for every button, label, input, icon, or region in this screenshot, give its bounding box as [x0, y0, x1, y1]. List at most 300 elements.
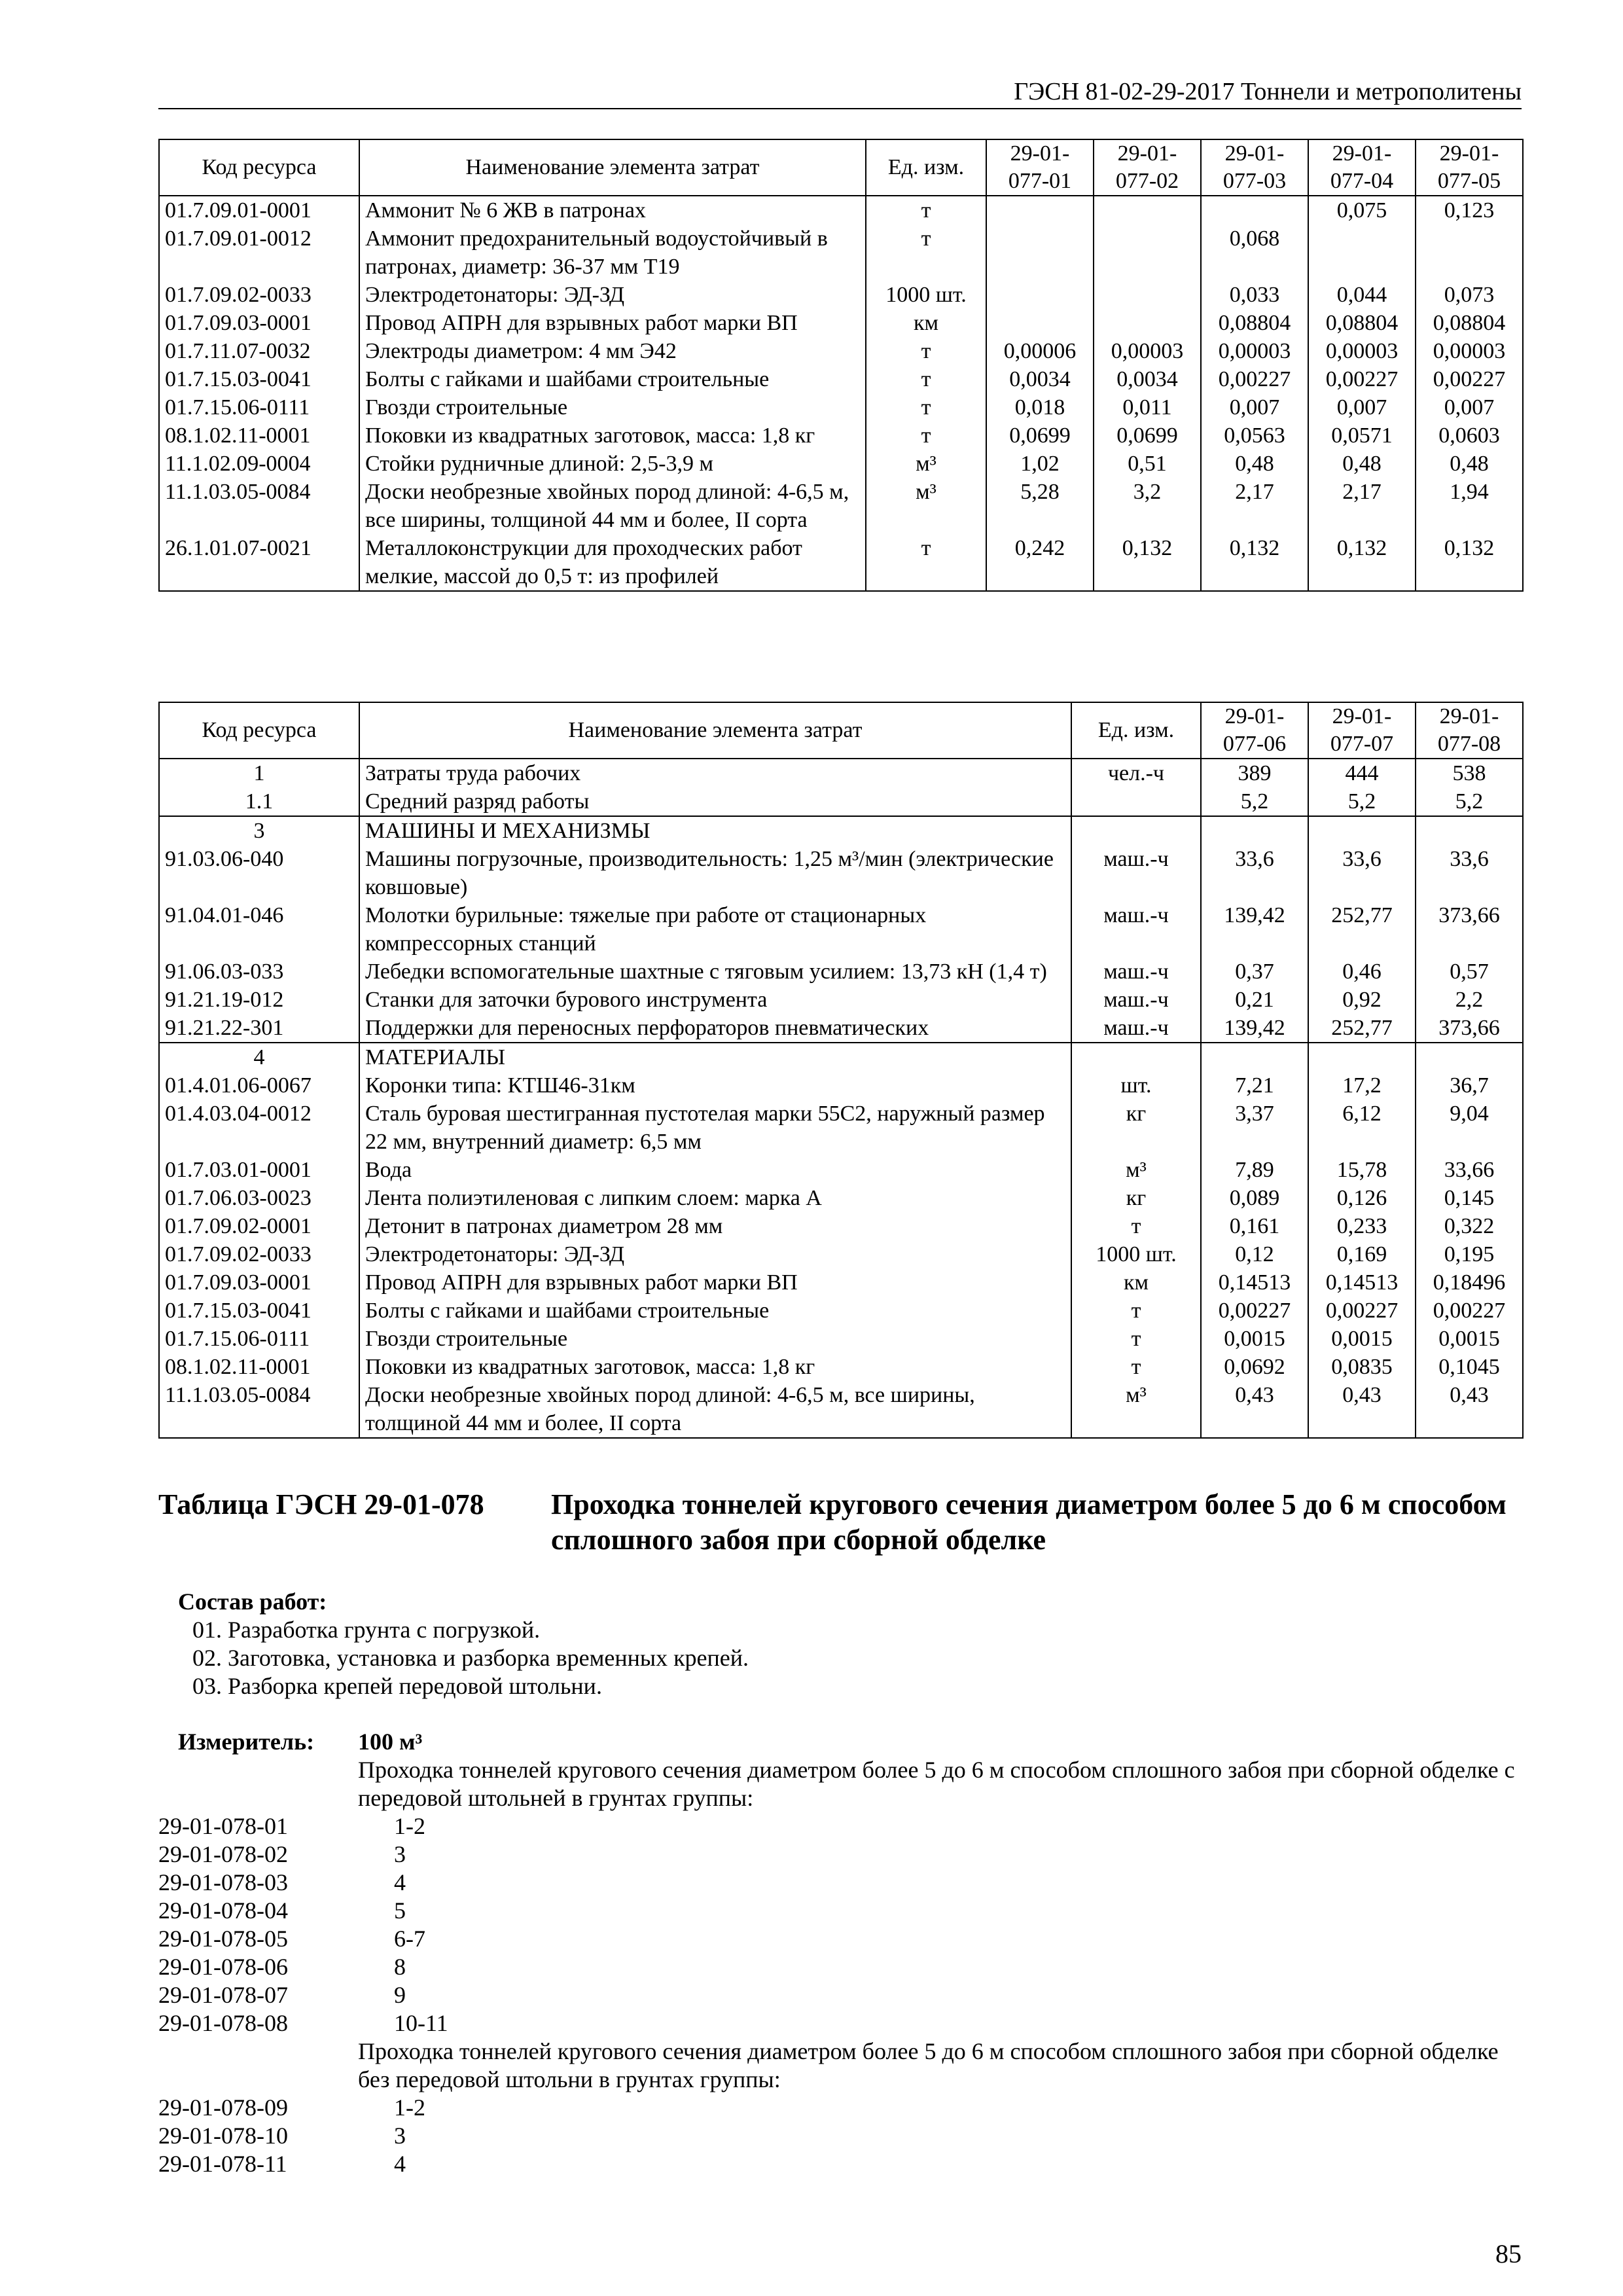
column-header: 29-01- 077-02	[1094, 139, 1201, 196]
norm-row	[158, 1981, 1522, 2009]
table-row	[159, 845, 1523, 901]
works-title: Состав работ:	[178, 1588, 327, 1615]
value-cell: 0,007	[1308, 393, 1416, 422]
norm-row	[158, 1869, 1522, 1897]
value-cell: 139,42	[1201, 901, 1308, 958]
table-row	[159, 958, 1523, 986]
resource-name: Гвозди строительные	[359, 393, 866, 422]
value-cell: 0,0835	[1308, 1353, 1416, 1381]
value-cell	[1308, 1043, 1416, 1071]
soil-group: 6-7	[394, 1926, 425, 1952]
resource-code: 91.03.06-040	[159, 845, 359, 901]
resource-code: 01.7.03.01-0001	[159, 1156, 359, 1184]
resource-name: Станки для заточки бурового инструмента	[359, 986, 1071, 1014]
table-row	[159, 393, 1523, 422]
unit: 1000 шт.	[866, 281, 986, 309]
value-cell: 7,89	[1201, 1156, 1308, 1184]
value-cell: 389	[1201, 759, 1308, 787]
norm-code: 29-01-078-03	[158, 1869, 288, 1895]
table-row	[159, 901, 1523, 958]
value-cell: 0,0563	[1201, 422, 1308, 450]
resource-name: Электродетонаторы: ЭД-ЗД	[359, 1240, 1071, 1268]
unit	[1071, 787, 1201, 816]
value-cell: 0,0034	[1094, 365, 1201, 393]
resource-code: 08.1.02.11-0001	[159, 1353, 359, 1381]
resource-code: 1.1	[159, 787, 359, 816]
value-cell: 0,08804	[1416, 309, 1523, 337]
value-cell: 0,242	[986, 534, 1094, 591]
value-cell: 0,00003	[1308, 337, 1416, 365]
works-item: 02. Заготовка, установка и разборка временных крепей.	[192, 1645, 749, 1671]
value-cell: 139,42	[1201, 1014, 1308, 1043]
column-header: Ед. изм.	[866, 139, 986, 196]
value-cell	[1416, 1043, 1523, 1071]
value-cell: 2,2	[1416, 986, 1523, 1014]
resource-name: Электродетонаторы: ЭД-ЗД	[359, 281, 866, 309]
soil-group: 4	[394, 2151, 406, 2177]
resource-code: 01.7.09.02-0033	[159, 1240, 359, 1268]
value-cell: 36,7	[1416, 1071, 1523, 1100]
table-row	[159, 1381, 1523, 1438]
value-cell: 2,17	[1201, 478, 1308, 534]
value-cell	[1094, 309, 1201, 337]
resource-name: Поковки из квадратных заготовок, масса: 1,8 кг	[359, 1353, 1071, 1381]
section-row	[159, 816, 1523, 845]
resource-name: Аммонит предохранительный водоустойчивый в патронах, диаметр: 36-37 мм Т19	[359, 224, 866, 281]
resource-name: Электроды диаметром: 4 мм Э42	[359, 337, 866, 365]
page-number: 85	[1495, 2239, 1522, 2269]
value-cell: 0,00003	[1201, 337, 1308, 365]
resource-name: Детонит в патронах диаметром 28 мм	[359, 1212, 1071, 1240]
value-cell: 0,161	[1201, 1212, 1308, 1240]
section-row	[159, 1043, 1523, 1071]
unit: м³	[1071, 1381, 1201, 1438]
resource-table-077-01-05	[158, 139, 1524, 592]
resource-name: Доски необрезные хвойных пород длиной: 4-6,5 м, все ширины, толщиной 44 мм и более, II сорта	[359, 1381, 1071, 1438]
unit	[1071, 816, 1201, 845]
value-cell: 7,21	[1201, 1071, 1308, 1100]
value-cell: 0,14513	[1308, 1268, 1416, 1297]
value-cell: 0,0015	[1201, 1325, 1308, 1353]
column-header: Ед. изм.	[1071, 702, 1201, 759]
resource-code: 01.7.15.03-0041	[159, 365, 359, 393]
measure-row	[158, 1728, 1522, 1756]
value-cell: 0,51	[1094, 450, 1201, 478]
table-row	[159, 1268, 1523, 1297]
value-cell: 0,033	[1201, 281, 1308, 309]
norm-code: 29-01-078-08	[158, 2010, 288, 2036]
resource-name: Аммонит № 6 ЖВ в патронах	[359, 196, 866, 224]
value-cell: 0,044	[1308, 281, 1416, 309]
resource-code: 91.04.01-046	[159, 901, 359, 958]
soil-group: 8	[394, 1954, 406, 1980]
norm-code: 29-01-078-04	[158, 1897, 288, 1924]
norm-code: 29-01-078-09	[158, 2094, 288, 2121]
resource-name: Доски необрезные хвойных пород длиной: 4-6,5 м, все ширины, толщиной 44 мм и более, II сорта	[359, 478, 866, 534]
value-cell: 0,00003	[1416, 337, 1523, 365]
soil-group: 10-11	[394, 2010, 448, 2036]
resource-code: 01.4.03.04-0012	[159, 1100, 359, 1156]
unit: т	[1071, 1325, 1201, 1353]
table-body	[159, 196, 1523, 591]
value-cell	[1416, 816, 1523, 845]
unit: 1000 шт.	[1071, 1240, 1201, 1268]
value-cell: 5,2	[1201, 787, 1308, 816]
value-cell: 0,018	[986, 393, 1094, 422]
unit: кг	[1071, 1100, 1201, 1156]
norm-code: 29-01-078-07	[158, 1982, 288, 2008]
value-cell: 5,2	[1308, 787, 1416, 816]
table-header-row	[159, 702, 1523, 759]
resource-code: 01.7.09.02-0001	[159, 1212, 359, 1240]
resource-name: Болты с гайками и шайбами строительные	[359, 365, 866, 393]
value-cell: 0,00227	[1416, 365, 1523, 393]
resource-name: Провод АПРН для взрывных работ марки ВП	[359, 1268, 1071, 1297]
norm-row	[158, 1897, 1522, 1925]
measure-description: Проходка тоннелей кругового сечения диаметром более 5 до 6 м способом сплошного забоя при сборной обделке с передовой штольней в грунтах группы:	[358, 1757, 1515, 1811]
table-row	[159, 196, 1523, 224]
resource-code: 01.7.15.06-0111	[159, 1325, 359, 1353]
value-cell: 1,94	[1416, 478, 1523, 534]
value-cell: 5,2	[1416, 787, 1523, 816]
measure-description: Проходка тоннелей кругового сечения диаметром более 5 до 6 м способом сплошного забоя при сборной обделке без передовой штольни в грунтах группы:	[358, 2038, 1499, 2092]
unit: т	[866, 534, 986, 591]
unit: т	[866, 196, 986, 224]
norm-row	[158, 1953, 1522, 1981]
norm-code: 29-01-078-11	[158, 2151, 287, 2177]
unit: м³	[1071, 1156, 1201, 1184]
resource-name: Вода	[359, 1156, 1071, 1184]
norm-code: 29-01-078-06	[158, 1954, 288, 1980]
value-cell: 0,48	[1416, 450, 1523, 478]
soil-group: 3	[394, 1841, 406, 1867]
column-header: Код ресурса	[159, 139, 359, 196]
column-header: Код ресурса	[159, 702, 359, 759]
unit: т	[866, 422, 986, 450]
value-cell: 0,132	[1094, 534, 1201, 591]
soil-group: 1-2	[394, 2094, 425, 2121]
value-cell: 0,073	[1416, 281, 1523, 309]
running-header: ГЭСН 81-02-29-2017 Тоннели и метрополитены	[158, 75, 1522, 109]
value-cell: 0,132	[1416, 534, 1523, 591]
value-cell: 0,48	[1201, 450, 1308, 478]
value-cell: 0,18496	[1416, 1268, 1523, 1297]
resource-code: 26.1.01.07-0021	[159, 534, 359, 591]
value-cell: 0,92	[1308, 986, 1416, 1014]
unit: маш.-ч	[1071, 1014, 1201, 1043]
unit: т	[1071, 1353, 1201, 1381]
table-body	[159, 759, 1523, 1438]
value-cell: 33,6	[1416, 845, 1523, 901]
norm-row	[158, 1812, 1522, 1840]
resource-name: Лебедки вспомогательные шахтные с тяговым усилием: 13,73 кН (1,4 т)	[359, 958, 1071, 986]
column-header: 29-01- 077-04	[1308, 139, 1416, 196]
table-row	[159, 1297, 1523, 1325]
value-cell	[1201, 1043, 1308, 1071]
table-row	[159, 224, 1523, 281]
value-cell	[1308, 224, 1416, 281]
value-cell: 444	[1308, 759, 1416, 787]
resource-code: 4	[159, 1043, 359, 1071]
value-cell: 0,322	[1416, 1212, 1523, 1240]
norm-row	[158, 2150, 1522, 2178]
unit: км	[866, 309, 986, 337]
value-cell: 0,068	[1201, 224, 1308, 281]
value-cell: 0,169	[1308, 1240, 1416, 1268]
table-row	[159, 787, 1523, 816]
value-cell: 0,195	[1416, 1240, 1523, 1268]
resource-code: 01.7.15.06-0111	[159, 393, 359, 422]
resource-name: Затраты труда рабочих	[359, 759, 1071, 787]
unit: маш.-ч	[1071, 901, 1201, 958]
unit: т	[1071, 1212, 1201, 1240]
value-cell: 0,233	[1308, 1212, 1416, 1240]
table-row	[159, 1014, 1523, 1043]
table-row	[159, 1325, 1523, 1353]
column-header: 29-01- 077-06	[1201, 702, 1308, 759]
value-cell: 1,02	[986, 450, 1094, 478]
table-name: Проходка тоннелей кругового сечения диаметром более 5 до 6 м способом сплошного забоя при сборной обделке	[551, 1488, 1507, 1556]
resource-code: 1	[159, 759, 359, 787]
value-cell	[1094, 224, 1201, 281]
value-cell: 373,66	[1416, 901, 1523, 958]
value-cell: 3,37	[1201, 1100, 1308, 1156]
unit: т	[866, 393, 986, 422]
value-cell: 0,08804	[1201, 309, 1308, 337]
value-cell	[986, 309, 1094, 337]
table-row	[159, 422, 1523, 450]
resource-name: Средний разряд работы	[359, 787, 1071, 816]
unit: т	[866, 365, 986, 393]
resource-name: МАШИНЫ И МЕХАНИЗМЫ	[359, 816, 1071, 845]
table-row	[159, 1353, 1523, 1381]
value-cell: 33,66	[1416, 1156, 1523, 1184]
unit: маш.-ч	[1071, 986, 1201, 1014]
value-cell: 0,007	[1416, 393, 1523, 422]
value-cell: 0,43	[1416, 1381, 1523, 1438]
table-row	[159, 759, 1523, 787]
measure-label: Измеритель:	[178, 1729, 315, 1755]
resource-code: 91.21.19-012	[159, 986, 359, 1014]
value-cell: 0,48	[1308, 450, 1416, 478]
norm-code: 29-01-078-05	[158, 1926, 288, 1952]
value-cell: 0,57	[1416, 958, 1523, 986]
value-cell	[1201, 196, 1308, 224]
norm-row	[158, 1840, 1522, 1869]
value-cell: 373,66	[1416, 1014, 1523, 1043]
unit: маш.-ч	[1071, 845, 1201, 901]
table-code: Таблица ГЭСН 29-01-078	[158, 1488, 484, 1520]
unit: т	[1071, 1297, 1201, 1325]
table-row	[159, 450, 1523, 478]
resource-code: 08.1.02.11-0001	[159, 422, 359, 450]
value-cell: 0,0603	[1416, 422, 1523, 450]
resource-code: 91.21.22-301	[159, 1014, 359, 1043]
resource-code: 01.7.09.01-0012	[159, 224, 359, 281]
value-cell: 0,37	[1201, 958, 1308, 986]
resource-code: 11.1.02.09-0004	[159, 450, 359, 478]
value-cell: 0,00227	[1201, 1297, 1308, 1325]
resource-name: МАТЕРИАЛЫ	[359, 1043, 1071, 1071]
value-cell: 0,011	[1094, 393, 1201, 422]
soil-group: 1-2	[394, 1813, 425, 1839]
resource-code: 01.7.11.07-0032	[159, 337, 359, 365]
unit: шт.	[1071, 1071, 1201, 1100]
table-row	[159, 337, 1523, 365]
resource-code: 01.7.15.03-0041	[159, 1297, 359, 1325]
resource-code: 11.1.03.05-0084	[159, 1381, 359, 1438]
table-row	[159, 1240, 1523, 1268]
value-cell: 0,1045	[1416, 1353, 1523, 1381]
value-cell	[986, 196, 1094, 224]
value-cell: 9,04	[1416, 1100, 1523, 1156]
norm-row	[158, 2122, 1522, 2150]
norm-code: 29-01-078-02	[158, 1841, 288, 1867]
soil-group: 5	[394, 1897, 406, 1924]
norm-code: 29-01-078-10	[158, 2123, 288, 2149]
value-cell: 0,126	[1308, 1184, 1416, 1212]
value-cell: 5,28	[986, 478, 1094, 534]
resource-name: Сталь буровая шестигранная пустотелая марки 55С2, наружный размер 22 мм, внутренний диаметр: 6,5 мм	[359, 1100, 1071, 1156]
resource-table-077-06-08	[158, 702, 1524, 1439]
value-cell: 252,77	[1308, 1014, 1416, 1043]
resource-code: 01.7.09.01-0001	[159, 196, 359, 224]
table-row	[159, 1071, 1523, 1100]
table-row	[159, 1156, 1523, 1184]
norm-row	[158, 2094, 1522, 2122]
unit: т	[866, 337, 986, 365]
measure-block	[158, 1728, 1522, 2178]
value-cell: 0,145	[1416, 1184, 1523, 1212]
resource-code: 91.06.03-033	[159, 958, 359, 986]
table-row	[159, 1100, 1523, 1156]
resource-name: Поковки из квадратных заготовок, масса: 1,8 кг	[359, 422, 866, 450]
table-header-row	[159, 139, 1523, 196]
resource-name: Стойки рудничные длиной: 2,5-3,9 м	[359, 450, 866, 478]
resource-code: 01.7.06.03-0023	[159, 1184, 359, 1212]
unit: м³	[866, 450, 986, 478]
value-cell: 0,075	[1308, 196, 1416, 224]
norm-row	[158, 2009, 1522, 2037]
value-cell	[1201, 816, 1308, 845]
table-row	[159, 478, 1523, 534]
resource-name: Молотки бурильные: тяжелые при работе от стационарных компрессорных станций	[359, 901, 1071, 958]
norm-list	[158, 2094, 1522, 2178]
value-cell	[1308, 816, 1416, 845]
unit: маш.-ч	[1071, 958, 1201, 986]
unit: км	[1071, 1268, 1201, 1297]
resource-name: Лента полиэтиленовая с липким слоем: марка А	[359, 1184, 1071, 1212]
value-cell	[1094, 196, 1201, 224]
value-cell: 538	[1416, 759, 1523, 787]
works-item: 03. Разборка крепей передовой штольни.	[192, 1673, 602, 1699]
value-cell: 0,00006	[986, 337, 1094, 365]
resource-name: Коронки типа: КТШ46-31км	[359, 1071, 1071, 1100]
norm-row	[158, 1925, 1522, 1953]
resource-code: 3	[159, 816, 359, 845]
value-cell: 0,00003	[1094, 337, 1201, 365]
column-header: Наименование элемента затрат	[359, 139, 866, 196]
column-header: 29-01- 077-01	[986, 139, 1094, 196]
value-cell: 0,0015	[1308, 1325, 1416, 1353]
column-header: Наименование элемента затрат	[359, 702, 1071, 759]
table-row	[159, 281, 1523, 309]
value-cell: 0,14513	[1201, 1268, 1308, 1297]
value-cell: 0,0015	[1416, 1325, 1523, 1353]
value-cell: 3,2	[1094, 478, 1201, 534]
table-row	[159, 534, 1523, 591]
table-row	[159, 1212, 1523, 1240]
value-cell: 2,17	[1308, 478, 1416, 534]
value-cell	[1094, 281, 1201, 309]
value-cell: 33,6	[1308, 845, 1416, 901]
table-row	[159, 309, 1523, 337]
value-cell: 0,0699	[1094, 422, 1201, 450]
works-item: 01. Разработка грунта с погрузкой.	[192, 1617, 541, 1643]
norm-code: 29-01-078-01	[158, 1813, 288, 1839]
value-cell: 0,0699	[986, 422, 1094, 450]
resource-code: 01.7.09.03-0001	[159, 309, 359, 337]
value-cell: 0,007	[1201, 393, 1308, 422]
value-cell: 0,0034	[986, 365, 1094, 393]
value-cell: 0,43	[1308, 1381, 1416, 1438]
value-cell	[986, 224, 1094, 281]
value-cell: 0,08804	[1308, 309, 1416, 337]
value-cell: 252,77	[1308, 901, 1416, 958]
value-cell: 0,00227	[1201, 365, 1308, 393]
measure-value: 100 м³	[358, 1729, 423, 1755]
soil-group: 3	[394, 2123, 406, 2149]
value-cell: 0,46	[1308, 958, 1416, 986]
value-cell: 15,78	[1308, 1156, 1416, 1184]
value-cell: 0,0571	[1308, 422, 1416, 450]
value-cell	[1416, 224, 1523, 281]
unit: кг	[1071, 1184, 1201, 1212]
value-cell: 0,00227	[1308, 1297, 1416, 1325]
unit: м³	[866, 478, 986, 534]
value-cell: 0,132	[1308, 534, 1416, 591]
value-cell: 6,12	[1308, 1100, 1416, 1156]
soil-group: 9	[394, 1982, 406, 2008]
resource-name: Металлоконструкции для проходческих работ мелкие, массой до 0,5 т: из профилей	[359, 534, 866, 591]
resource-code: 01.7.09.03-0001	[159, 1268, 359, 1297]
table-row	[159, 1184, 1523, 1212]
value-cell: 0,21	[1201, 986, 1308, 1014]
value-cell: 0,43	[1201, 1381, 1308, 1438]
value-cell: 0,00227	[1416, 1297, 1523, 1325]
norm-list	[158, 1812, 1522, 2037]
value-cell	[986, 281, 1094, 309]
column-header: 29-01- 077-08	[1416, 702, 1523, 759]
unit	[1071, 1043, 1201, 1071]
soil-group: 4	[394, 1869, 406, 1895]
works-composition	[178, 1588, 749, 1700]
unit: т	[866, 224, 986, 281]
column-header: 29-01- 077-07	[1308, 702, 1416, 759]
resource-code: 11.1.03.05-0084	[159, 478, 359, 534]
unit: чел.-ч	[1071, 759, 1201, 787]
value-cell: 0,0692	[1201, 1353, 1308, 1381]
resource-code: 01.7.09.02-0033	[159, 281, 359, 309]
value-cell: 0,089	[1201, 1184, 1308, 1212]
resource-name: Болты с гайками и шайбами строительные	[359, 1297, 1071, 1325]
value-cell: 33,6	[1201, 845, 1308, 901]
value-cell: 0,12	[1201, 1240, 1308, 1268]
resource-name: Гвозди строительные	[359, 1325, 1071, 1353]
resource-name: Провод АПРН для взрывных работ марки ВП	[359, 309, 866, 337]
column-header: 29-01- 077-03	[1201, 139, 1308, 196]
resource-name: Поддержки для переносных перфораторов пневматических	[359, 1014, 1071, 1043]
